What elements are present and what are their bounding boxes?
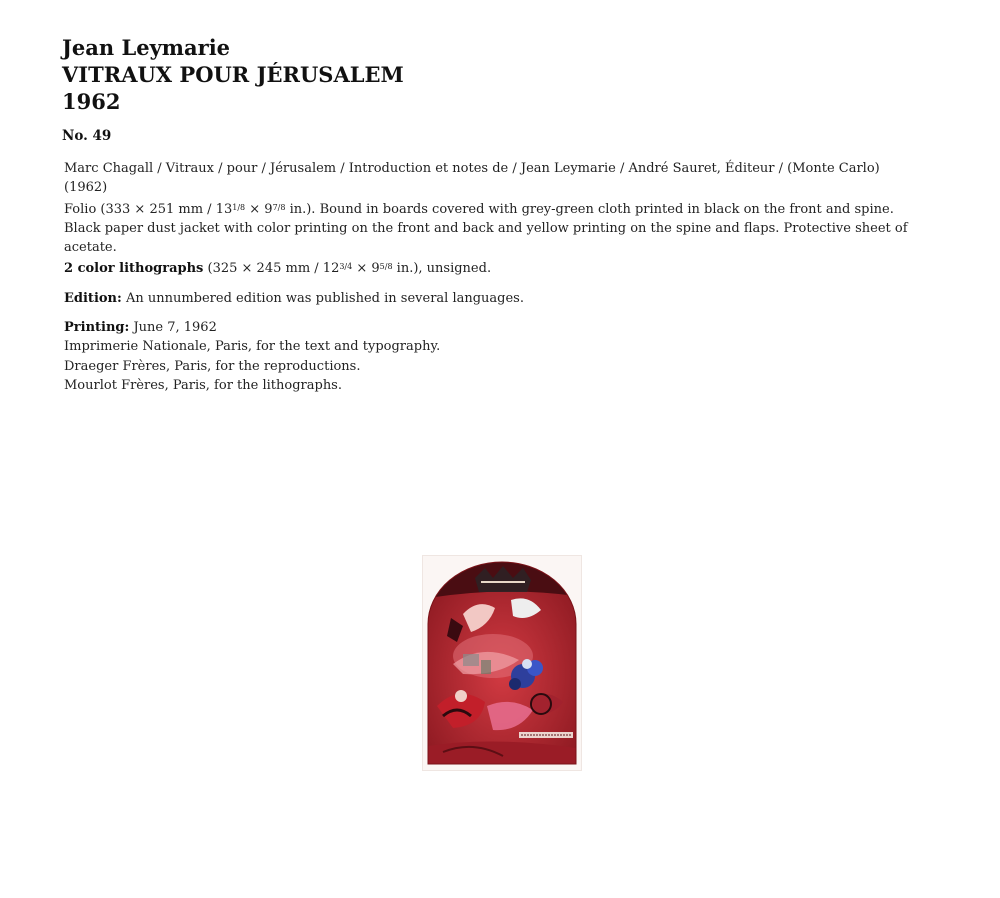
entry-description (64, 159, 924, 395)
lithographs-line (64, 257, 924, 278)
printing-date: June 7, 1962 (129, 320, 217, 336)
catalogue-number: No. 49 (62, 128, 112, 144)
title-page-transcription: Marc Chagall / Vitraux / pour / Jérusalem / Introduction et notes de / Jean Leymarie / André Sauret, Éditeur / (Monte Carlo) (1962) (64, 161, 880, 196)
entry-header (62, 34, 404, 115)
publication-year: 1962 (62, 89, 121, 114)
format-suffix: in.). Bound in boards covered with grey-green cloth printed in black on the front and spine. Black paper dust jacket with color printing on the front and back and yellow printing on the spine and flaps. Protective sheet of acetate. (64, 201, 908, 256)
format-description (64, 198, 924, 258)
format-fraction-2: 7/8 (272, 202, 286, 212)
printer-line-2: Draeger Frères, Paris, for the reproductions. (64, 358, 361, 374)
edition-label: Edition: (64, 290, 122, 306)
format-mid: × 9 (245, 201, 273, 217)
printing-line (64, 318, 924, 337)
author-name: Jean Leymarie (62, 35, 231, 60)
lithographs-prefix: (325 × 245 mm / 12 (203, 261, 340, 277)
printing-label: Printing: (64, 320, 130, 336)
lithographs-mid: × 9 (352, 261, 380, 277)
stained-glass-illustration (423, 556, 581, 770)
format-fraction-1: 1/8 (232, 202, 246, 212)
printer-line-1: Imprimerie Nationale, Paris, for the text and typography. (64, 339, 441, 355)
edition-text: An unnumbered edition was published in several languages. (121, 290, 524, 306)
lithographs-fraction-2: 5/8 (379, 262, 393, 272)
lithograph-image (423, 556, 581, 770)
printer-line-3: Mourlot Frères, Paris, for the lithographs. (64, 377, 342, 393)
lithographs-label: 2 color lithographs (64, 261, 204, 277)
format-prefix: Folio (333 × 251 mm / 13 (64, 201, 233, 217)
lithographs-fraction-1: 3/4 (339, 262, 353, 272)
edition-line (64, 289, 924, 308)
lithographs-suffix: in.), unsigned. (392, 261, 492, 277)
book-title: VITRAUX POUR JÉRUSALEM (62, 62, 404, 87)
